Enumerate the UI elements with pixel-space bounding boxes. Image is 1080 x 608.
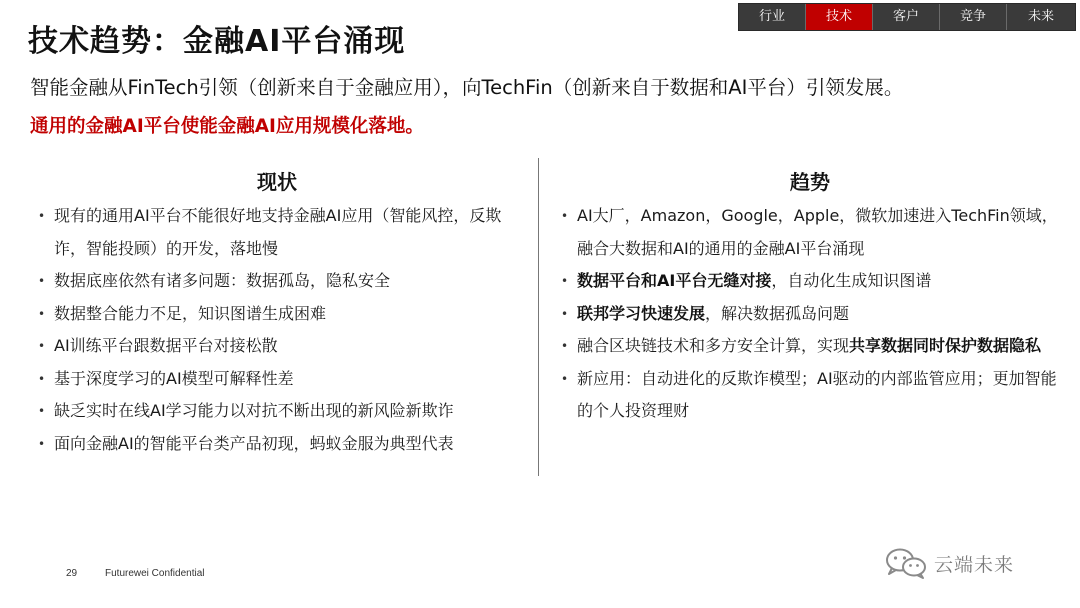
watermark-text: 云端未来: [934, 553, 1015, 576]
current-status-list: [38, 200, 524, 460]
column-divider: [538, 158, 539, 476]
tab-customer[interactable]: 客户: [873, 4, 940, 30]
bullet-text: 数据整合能力不足，知识图谱生成困难: [54, 303, 327, 323]
bullet-item: [561, 363, 1066, 428]
tab-competition[interactable]: 竞争: [940, 4, 1007, 30]
bullet-text: AI大厂，Amazon，Google，Apple，微软加速进入TechFin领域，融合大数据和AI的通用的金融AI平台涌现: [577, 206, 1058, 258]
bullet-item: [38, 200, 524, 265]
bullet-dot-icon: •: [38, 274, 46, 288]
bullet-dot-icon: •: [561, 209, 569, 223]
tab-technology[interactable]: 技术: [806, 4, 873, 30]
bullet-emphasis: 联邦学习快速发展: [577, 303, 706, 323]
tab-future[interactable]: 未来: [1027, 9, 1054, 24]
current-status-heading: 现状: [257, 170, 297, 194]
bullet-item: [561, 200, 1066, 265]
bullet-item: [38, 298, 524, 331]
slide-subtitle: 智能金融从FinTech引领（创新来自于金融应用），向TechFin（创新来自于数据和AI平台）引领发展。: [30, 76, 904, 99]
bullet-dot-icon: •: [38, 436, 46, 451]
bullet-dot-icon: •: [38, 404, 46, 418]
bullet-dot-icon: •: [561, 339, 569, 353]
bullet-text: 现有的通用AI平台不能很好地支持金融AI应用（智能风控，反欺诈，智能投顾）的开发，落地慢: [54, 206, 502, 258]
bullet-item: [561, 298, 1066, 331]
bullet-dot-icon: •: [561, 306, 569, 321]
bullet-text: 缺乏实时在线AI学习能力以对抗不断出现的新风险新欺诈: [54, 401, 454, 420]
bullet-item: [38, 395, 524, 428]
bullet-dot-icon: •: [38, 371, 46, 386]
bullet-text: 新应用：自动进化的反欺诈模型；AI驱动的内部监管应用；更加智能的个人投资理财: [577, 368, 1057, 420]
page-title: 技术趋势：金融AI平台涌现: [28, 24, 406, 59]
bullet-text: ，自动化生成知识图谱: [771, 271, 932, 290]
bullet-item: [38, 363, 524, 396]
bullet-text: 数据底座依然有诸多问题：数据孤岛，隐私安全: [54, 271, 391, 290]
bullet-text: 面向金融AI的智能平台类产品初现，蚂蚁金服为典型代表: [54, 433, 454, 453]
bullet-dot-icon: •: [561, 274, 569, 288]
tab-industry[interactable]: 行业: [739, 4, 806, 30]
bullet-item: [38, 330, 524, 363]
bullet-text: ，解决数据孤岛问题: [705, 303, 850, 323]
bullet-dot-icon: •: [38, 339, 46, 353]
page-number: 29: [66, 568, 78, 579]
bullet-text: AI训练平台跟数据平台对接松散: [54, 336, 278, 355]
bullet-item: [561, 265, 1066, 298]
bullet-emphasis: 共享数据同时保护数据隐私: [849, 336, 1042, 355]
trend-heading: 趋势: [790, 170, 830, 194]
confidential-label: Futurewei Confidential: [105, 568, 205, 579]
wechat-icon: [884, 546, 928, 580]
bullet-item: [561, 330, 1066, 363]
watermark: [884, 546, 1014, 580]
section-nav-tabs: [738, 3, 1076, 31]
trend-list: [561, 200, 1066, 428]
bullet-item: [38, 428, 524, 461]
bullet-dot-icon: •: [38, 209, 46, 223]
bullet-text: 基于深度学习的AI模型可解释性差: [54, 368, 294, 388]
bullet-dot-icon: •: [38, 306, 46, 321]
bullet-dot-icon: •: [561, 371, 569, 386]
key-message: 通用的金融AI平台使能金融AI应用规模化落地。: [30, 116, 424, 137]
bullet-item: [38, 265, 524, 298]
bullet-text: 融合区块链技术和多方安全计算，实现: [577, 336, 850, 355]
bullet-emphasis: 数据平台和AI平台无缝对接: [577, 271, 772, 290]
